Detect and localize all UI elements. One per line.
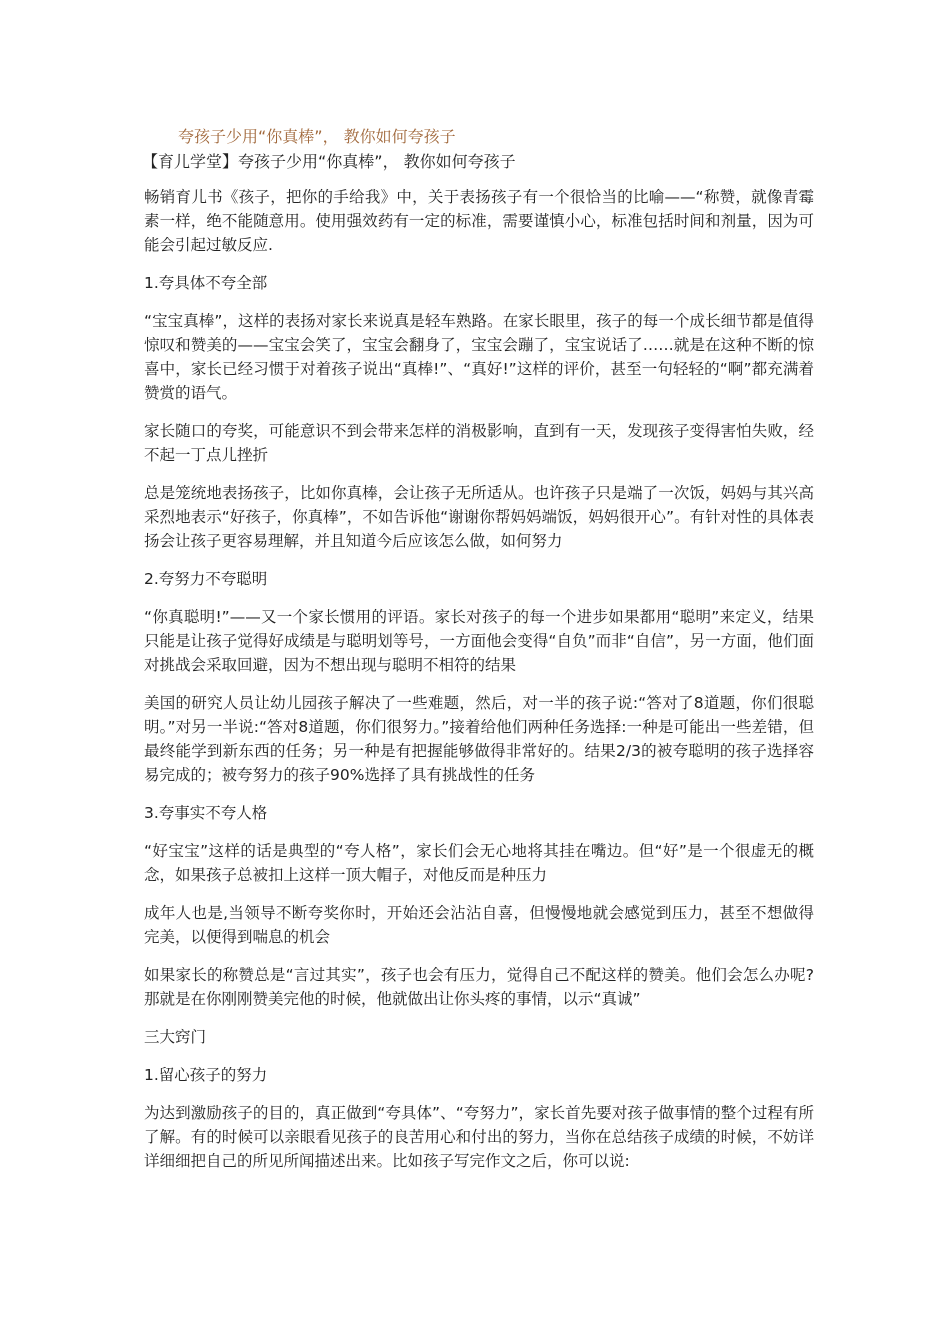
- section-heading: 三大窍门: [144, 1028, 207, 1046]
- paragraph: 总是笼统地表扬孩子，比如你真棒，会让孩子无所适从。也许孩子只是端了一次饭，妈妈与其兴高采烈地表示“好孩子，你真棒”，不如告诉他“谢谢你帮妈妈端饭，妈妈很开心”。有针对性的具体表扬会让孩子更容易理解，并且知道今后应该怎么做，如何努力: [144, 484, 814, 550]
- paragraph: 为达到激励孩子的目的，真正做到“夸具体”、“夸努力”，家长首先要对孩子做事情的整个过程有所了解。有的时候可以亲眼看见孩子的良苦用心和付出的努力，当你在总结孩子成绩的时候，不妨详详细细把自己的所见所闻描述出来。比如孩子写完作文之后，你可以说:: [144, 1104, 814, 1170]
- section-heading: 3.夸事实不夸人格: [144, 804, 268, 822]
- document-body: [144, 185, 814, 1187]
- paragraph: 美国的研究人员让幼儿园孩子解决了一些难题，然后，对一半的孩子说:“答对了8道题，你们很聪明。”对另一半说:“答对8道题，你们很努力。”接着给他们两种任务选择:一种是可能出一些差错，但最终能学到新东西的任务；另一种是有把握能够做得非常好的。结果2/3的被夸聪明的孩子选择容易完成的；被夸努力的孩子90%选择了具有挑战性的任务: [144, 694, 814, 784]
- paragraph: “宝宝真棒”，这样的表扬对家长来说真是轻车熟路。在家长眼里，孩子的每一个成长细节都是值得惊叹和赞美的——宝宝会笑了，宝宝会翻身了，宝宝会蹦了，宝宝说话了……就是在这种不断的惊喜中，家长已经习惯于对着孩子说出“真棒!”、“真好!”这样的评价，甚至一句轻轻的“啊”都充满着赞赏的语气。: [144, 312, 814, 402]
- section-heading: 2.夸努力不夸聪明: [144, 570, 268, 588]
- paragraph: 畅销育儿书《孩子，把你的手给我》中，关于表扬孩子有一个很恰当的比喻——“称赞，就像青霉素一样，绝不能随意用。使用强效药有一定的标准，需要谨慎小心，标准包括时间和剂量，因为可能会引起过敏反应.: [144, 188, 814, 254]
- paragraph: 如果家长的称赞总是“言过其实”，孩子也会有压力，觉得自己不配这样的赞美。他们会怎么办呢?那就是在你刚刚赞美完他的时候，他就做出让你头疼的事情，以示“真诚”: [144, 966, 814, 1008]
- section-heading: 1.夸具体不夸全部: [144, 274, 268, 292]
- paragraph: “好宝宝”这样的话是典型的“夸人格”，家长们会无心地将其挂在嘴边。但“好”是一个很虚无的概念，如果孩子总被扣上这样一顶大帽子，对他反而是种压力: [144, 842, 814, 884]
- paragraph: “你真聪明!”——又一个家长惯用的评语。家长对孩子的每一个进步如果都用“聪明”来定义，结果只能是让孩子觉得好成绩是与聪明划等号，一方面他会变得“自负”而非“自信”，另一方面，他们面对挑战会采取回避，因为不想出现与聪明不相符的结果: [144, 608, 814, 674]
- section-heading: 1.留心孩子的努力: [144, 1066, 268, 1084]
- document-title: 夸孩子少用“你真棒”， 教你如何夸孩子: [178, 127, 456, 146]
- paragraph: 家长随口的夸奖，可能意识不到会带来怎样的消极影响，直到有一天，发现孩子变得害怕失败，经不起一丁点儿挫折: [144, 422, 814, 464]
- paragraph: 成年人也是,当领导不断夸奖你时，开始还会沾沾自喜，但慢慢地就会感觉到压力，甚至不想做得完美，以便得到喘息的机会: [144, 904, 814, 946]
- document-subtitle: 【育儿学堂】夸孩子少用“你真棒”， 教你如何夸孩子: [142, 152, 516, 171]
